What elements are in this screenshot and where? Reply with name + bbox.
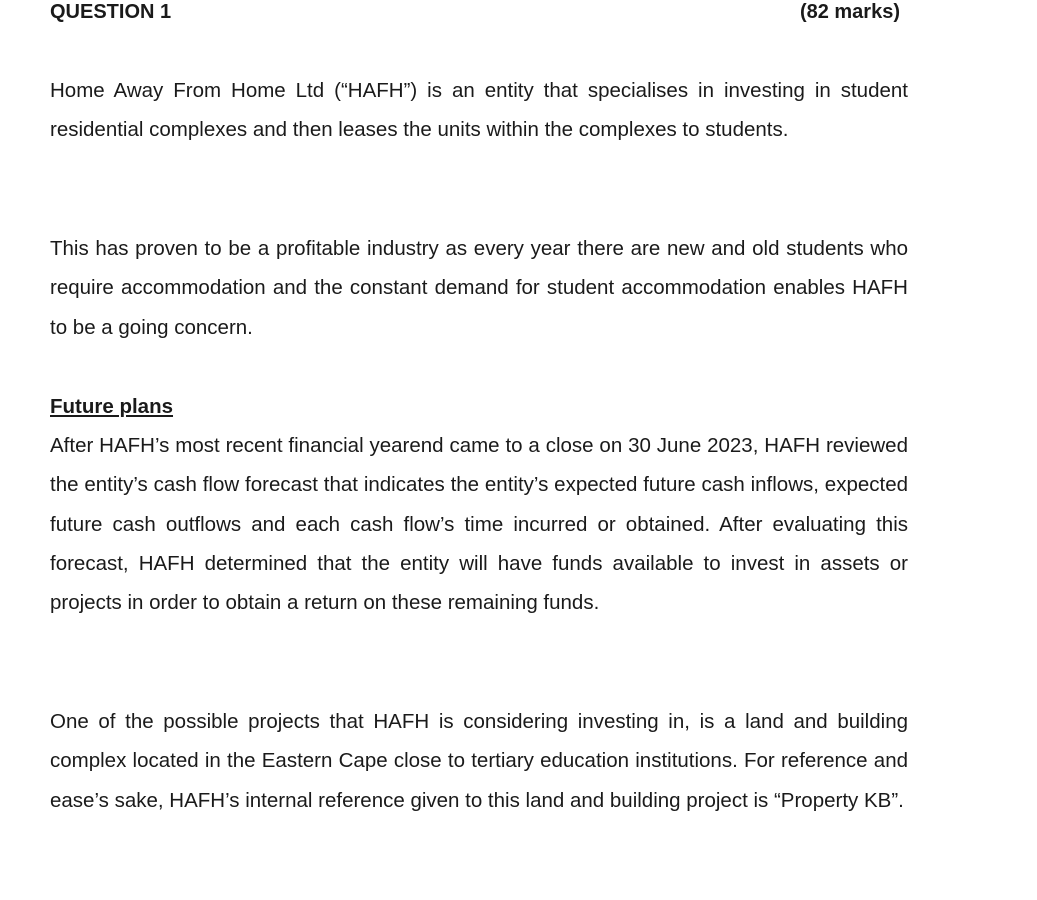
industry-paragraph: This has proven to be a profitable industry as every year there are new and old students who require accommodation and the constant demand for student accommodation enables HAFH to be a going concern.	[50, 237, 908, 339]
future-plans-paragraph: After HAFH’s most recent financial yearend came to a close on 30 June 2023, HAFH reviewed the entity’s cash flow forecast that indicates the entity’s expected future cash inflows, expected future cash outflows and each cash flow’s time incurred or obtained. After evaluating this forecast, HAFH determined that the entity will have funds available to invest in assets or projects in order to obtain a return on these remaining funds.	[50, 434, 908, 615]
document-page	[50, 0, 908, 812]
future-plans-heading: Future plans	[50, 395, 174, 418]
question-header	[50, 0, 908, 30]
question-marks: (82 marks)	[799, 1, 900, 23]
project-paragraph: One of the possible projects that HAFH is considering investing in, is a land and building complex located in the Eastern Cape close to tertiary education institutions. For reference and ease’s sake, HAFH’s internal reference given to this land and building project is “Property KB”.	[50, 710, 908, 812]
intro-paragraph: Home Away From Home Ltd (“HAFH”) is an entity that specialises in investing in student residential complexes and then leases the units within the complexes to students.	[50, 79, 908, 142]
question-title: QUESTION 1	[50, 1, 172, 23]
